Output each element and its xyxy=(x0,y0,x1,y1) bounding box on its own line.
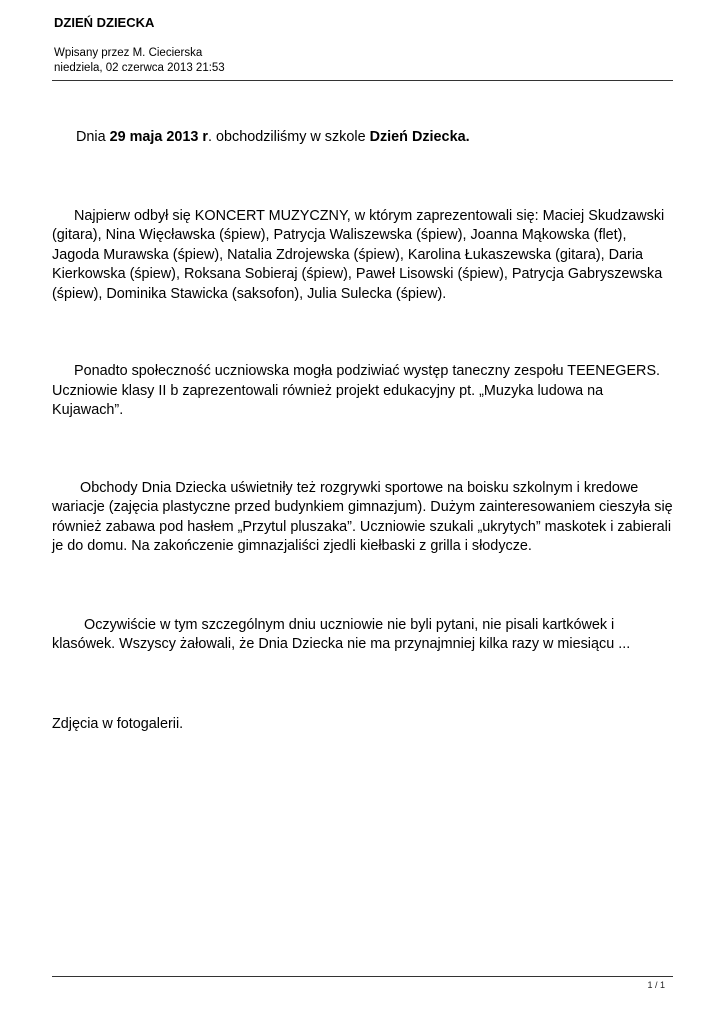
intro-event: Dzień Dziecka. xyxy=(369,129,470,145)
closing-text: Oczywiście w tym szczególnym dniu uczniowie nie byli pytani, nie pisali kartkówek i klasówek. Wszyscy żałowali, że Dnia Dziecka nie ma przynajmniej kilka razy w miesiącu ... xyxy=(52,616,631,652)
date-line: niedziela, 02 czerwca 2013 21:53 xyxy=(54,62,225,74)
gallery-text: Zdjęcia w fotogalerii. xyxy=(52,715,184,732)
intro-middle: . obchodziliśmy w szkole xyxy=(208,129,370,145)
dance-text: Ponadto społeczność uczniowska mogła podziwiać występ taneczny zespołu TEENEGERS. Uczniowie klasy II b zaprezentowali również projekt edukacyjny pt. „Muzyka ludowa na Kujawach”. xyxy=(52,363,661,418)
author-line: Wpisany przez M. Ciecierska xyxy=(54,47,203,59)
article-body xyxy=(52,128,677,734)
header-divider xyxy=(52,80,673,81)
paragraph-intro xyxy=(52,128,677,148)
paragraph-gallery xyxy=(52,715,677,735)
paragraph-concert xyxy=(52,207,677,305)
document-title: DZIEŃ DZIECKA xyxy=(54,15,155,30)
intro-lead: Dnia xyxy=(76,129,110,145)
sports-text: Obchody Dnia Dziecka uświetniły też rozgrywki sportowe na boisku szkolnym i kredowe wariacje (zajęcia plastyczne przed budynkiem gimnazjum). Dużym zainteresowaniem cieszyła się również zabawa pod hasłem „Przytul pluszaka”. Uczniowie szukali „ukrytych” maskotek i zabierali je do domu. Na zakończenie gimnazjaliści zjedli kiełbaski z grilla i słodycze. xyxy=(52,479,673,554)
paragraph-closing xyxy=(52,616,677,655)
paragraph-sports xyxy=(52,479,677,557)
intro-date: 29 maja 2013 r xyxy=(109,129,209,145)
paragraph-dance xyxy=(52,362,677,421)
concert-text: Najpierw odbył się KONCERT MUZYCZNY, w którym zaprezentowali się: Maciej Skudzawski (gitara), Nina Więcławska (śpiew), Patrycja Waliszewska (śpiew), Joanna Mąkowska (flet), Jagoda Murawska (śpiew), Natalia Zdrojewska (śpiew), Karolina Łukaszewska (gitara), Daria Kierkowska (śpiew), Roksana Sobieraj (śpiew), Paweł Lisowski (śpiew), Patrycja Gabryszewska (śpiew), Dominika Stawicka (saksofon), Julia Sulecka (śpiew). xyxy=(52,207,665,302)
page-number: 1 / 1 xyxy=(647,980,665,990)
article-meta xyxy=(54,46,225,76)
footer-divider xyxy=(52,976,673,977)
